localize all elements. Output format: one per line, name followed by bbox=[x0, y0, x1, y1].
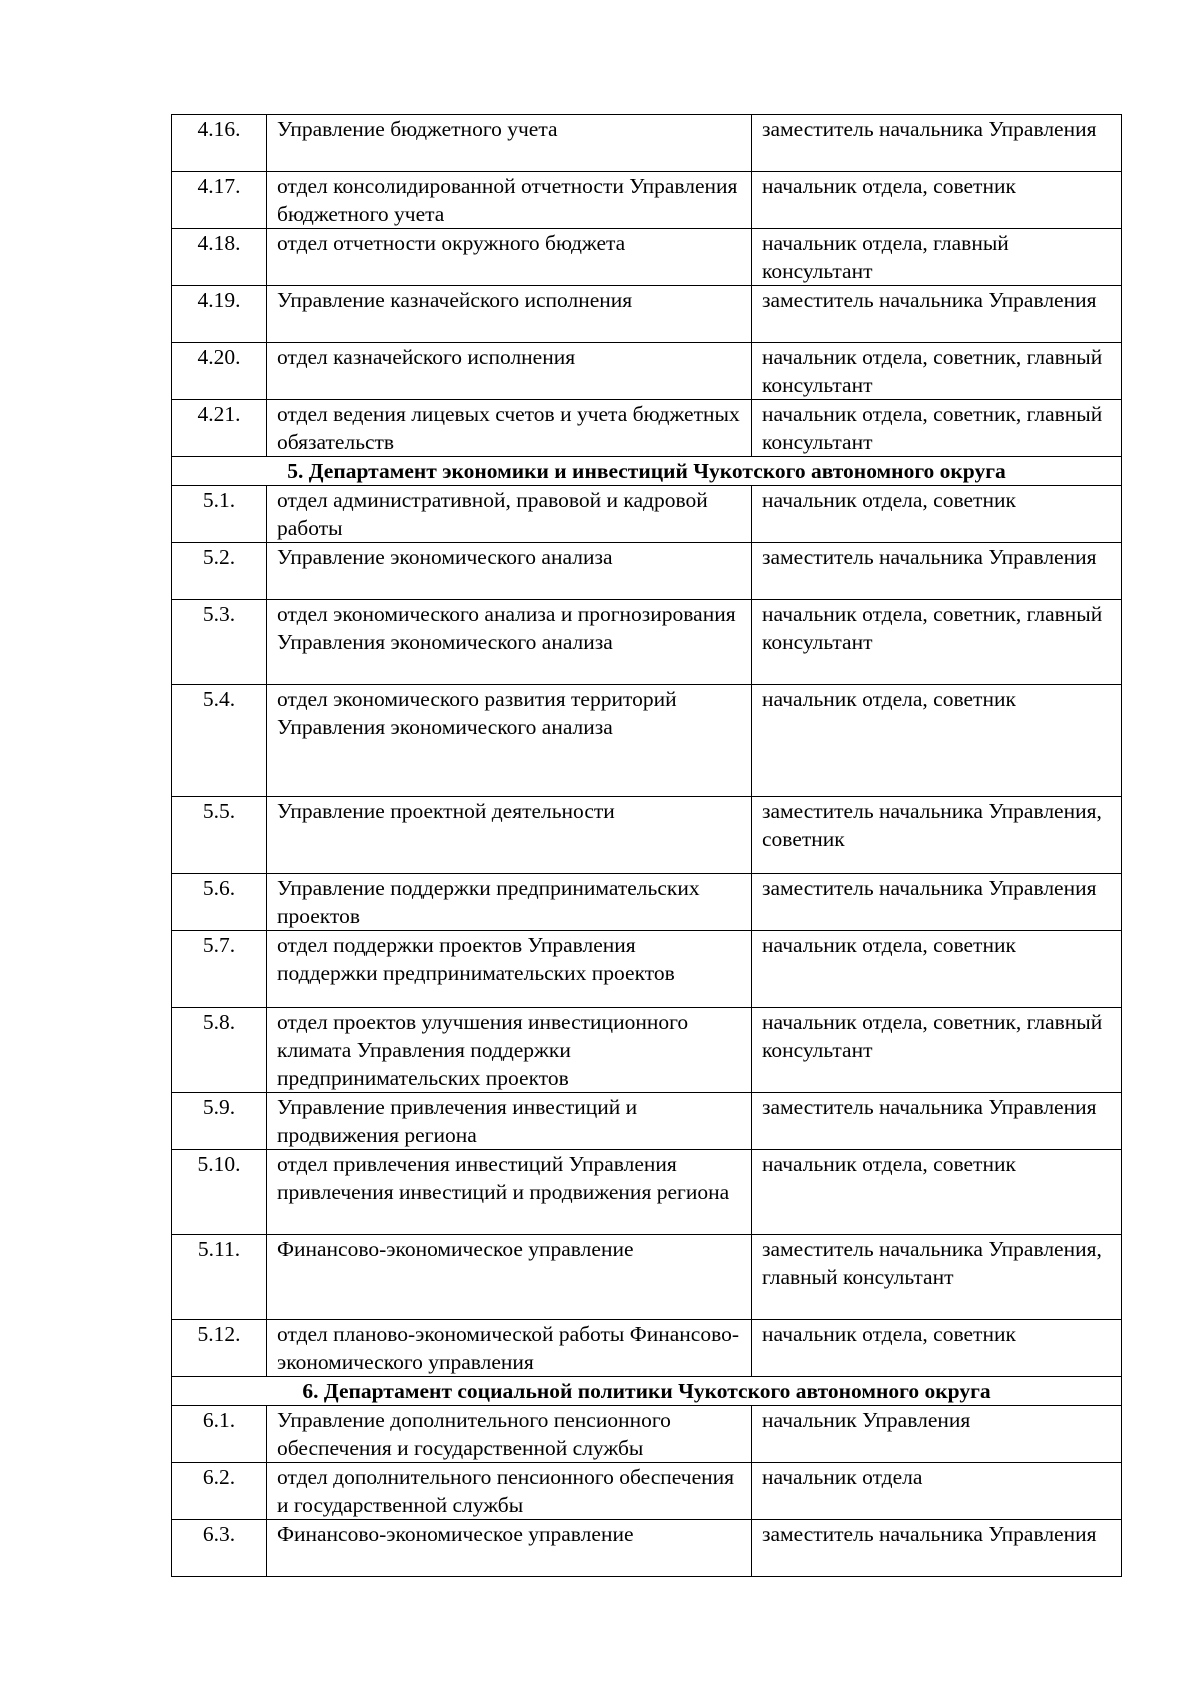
table-row bbox=[172, 1150, 1122, 1235]
document-page bbox=[171, 114, 1121, 1577]
table-row bbox=[172, 543, 1122, 600]
unit-name: отдел консолидированной отчетности Управления бюджетного учета bbox=[267, 172, 752, 229]
position-title: начальник отдела, советник bbox=[752, 486, 1122, 543]
position-title: заместитель начальника Управления bbox=[752, 543, 1122, 600]
row-number: 5.12. bbox=[172, 1320, 267, 1377]
unit-name: Управление дополнительного пенсионного обеспечения и государственной службы bbox=[267, 1406, 752, 1463]
table-row bbox=[172, 486, 1122, 543]
row-number: 4.19. bbox=[172, 286, 267, 343]
unit-name: отдел привлечения инвестиций Управления привлечения инвестиций и продвижения региона bbox=[267, 1150, 752, 1235]
row-number: 4.21. bbox=[172, 400, 267, 457]
table-row bbox=[172, 343, 1122, 400]
row-number: 5.7. bbox=[172, 931, 267, 1008]
unit-name: отдел экономического анализа и прогнозирования Управления экономического анализа bbox=[267, 600, 752, 685]
table-row bbox=[172, 1320, 1122, 1377]
position-title: заместитель начальника Управления bbox=[752, 115, 1122, 172]
table-row bbox=[172, 229, 1122, 286]
position-title: начальник отдела, советник, главный консультант bbox=[752, 343, 1122, 400]
position-title: начальник Управления bbox=[752, 1406, 1122, 1463]
row-number: 6.2. bbox=[172, 1463, 267, 1520]
table-row bbox=[172, 1008, 1122, 1093]
section-title: 6. Департамент социальной политики Чукотского автономного округа bbox=[172, 1377, 1122, 1406]
unit-name: отдел поддержки проектов Управления поддержки предпринимательских проектов bbox=[267, 931, 752, 1008]
row-number: 6.3. bbox=[172, 1520, 267, 1577]
row-number: 6.1. bbox=[172, 1406, 267, 1463]
unit-name: отдел экономического развития территорий Управления экономического анализа bbox=[267, 685, 752, 797]
table-row bbox=[172, 1406, 1122, 1463]
table-row bbox=[172, 1235, 1122, 1320]
table-row bbox=[172, 931, 1122, 1008]
position-title: начальник отдела bbox=[752, 1463, 1122, 1520]
positions-table-body bbox=[172, 115, 1122, 1577]
position-title: заместитель начальника Управления bbox=[752, 286, 1122, 343]
position-title: заместитель начальника Управления bbox=[752, 874, 1122, 931]
position-title: заместитель начальника Управления bbox=[752, 1093, 1122, 1150]
position-title: заместитель начальника Управления, главный консультант bbox=[752, 1235, 1122, 1320]
unit-name: Финансово-экономическое управление bbox=[267, 1235, 752, 1320]
row-number: 4.18. bbox=[172, 229, 267, 286]
row-number: 5.10. bbox=[172, 1150, 267, 1235]
position-title: начальник отдела, советник bbox=[752, 172, 1122, 229]
unit-name: отдел отчетности окружного бюджета bbox=[267, 229, 752, 286]
position-title: начальник отдела, советник, главный консультант bbox=[752, 400, 1122, 457]
table-row bbox=[172, 874, 1122, 931]
unit-name: отдел казначейского исполнения bbox=[267, 343, 752, 400]
row-number: 4.17. bbox=[172, 172, 267, 229]
unit-name: Управление привлечения инвестиций и продвижения региона bbox=[267, 1093, 752, 1150]
row-number: 5.4. bbox=[172, 685, 267, 797]
table-row bbox=[172, 286, 1122, 343]
row-number: 5.6. bbox=[172, 874, 267, 931]
unit-name: Финансово-экономическое управление bbox=[267, 1520, 752, 1577]
unit-name: Управление проектной деятельности bbox=[267, 797, 752, 874]
position-title: заместитель начальника Управления, советник bbox=[752, 797, 1122, 874]
positions-table bbox=[171, 114, 1122, 1577]
position-title: начальник отдела, советник, главный консультант bbox=[752, 600, 1122, 685]
table-row bbox=[172, 172, 1122, 229]
table-row bbox=[172, 600, 1122, 685]
position-title: начальник отдела, советник bbox=[752, 931, 1122, 1008]
position-title: начальник отдела, советник bbox=[752, 1320, 1122, 1377]
row-number: 4.16. bbox=[172, 115, 267, 172]
position-title: начальник отдела, советник bbox=[752, 1150, 1122, 1235]
position-title: заместитель начальника Управления bbox=[752, 1520, 1122, 1577]
row-number: 5.2. bbox=[172, 543, 267, 600]
position-title: начальник отдела, советник, главный консультант bbox=[752, 1008, 1122, 1093]
table-row bbox=[172, 115, 1122, 172]
unit-name: отдел планово-экономической работы Финансово-экономического управления bbox=[267, 1320, 752, 1377]
row-number: 5.11. bbox=[172, 1235, 267, 1320]
row-number: 4.20. bbox=[172, 343, 267, 400]
row-number: 5.3. bbox=[172, 600, 267, 685]
unit-name: отдел дополнительного пенсионного обеспечения и государственной службы bbox=[267, 1463, 752, 1520]
table-row bbox=[172, 1520, 1122, 1577]
table-row bbox=[172, 685, 1122, 797]
table-row bbox=[172, 1463, 1122, 1520]
table-row bbox=[172, 400, 1122, 457]
table-row bbox=[172, 1093, 1122, 1150]
section-header-row bbox=[172, 1377, 1122, 1406]
position-title: начальник отдела, советник bbox=[752, 685, 1122, 797]
unit-name: отдел проектов улучшения инвестиционного климата Управления поддержки предпринимательских проектов bbox=[267, 1008, 752, 1093]
row-number: 5.8. bbox=[172, 1008, 267, 1093]
section-header-row bbox=[172, 457, 1122, 486]
unit-name: Управление поддержки предпринимательских проектов bbox=[267, 874, 752, 931]
position-title: начальник отдела, главный консультант bbox=[752, 229, 1122, 286]
row-number: 5.5. bbox=[172, 797, 267, 874]
row-number: 5.9. bbox=[172, 1093, 267, 1150]
section-title: 5. Департамент экономики и инвестиций Чукотского автономного округа bbox=[172, 457, 1122, 486]
unit-name: Управление бюджетного учета bbox=[267, 115, 752, 172]
table-row bbox=[172, 797, 1122, 874]
unit-name: отдел ведения лицевых счетов и учета бюджетных обязательств bbox=[267, 400, 752, 457]
unit-name: Управление экономического анализа bbox=[267, 543, 752, 600]
unit-name: Управление казначейского исполнения bbox=[267, 286, 752, 343]
row-number: 5.1. bbox=[172, 486, 267, 543]
unit-name: отдел административной, правовой и кадровой работы bbox=[267, 486, 752, 543]
